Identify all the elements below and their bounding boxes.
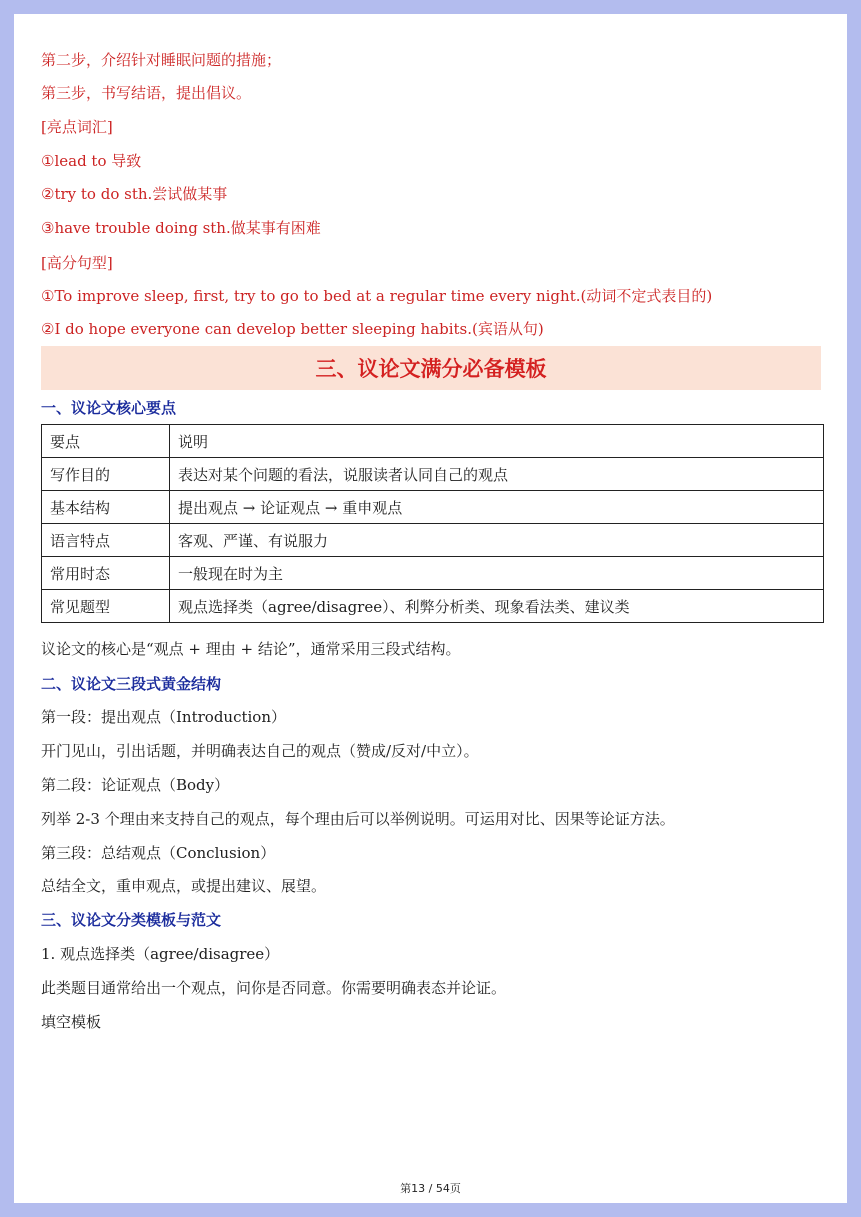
paragraph-three-title: 第三段：总结观点（Conclusion） <box>41 844 276 862</box>
table-cell: 基本结构 <box>42 491 170 524</box>
key-points-table <box>41 424 824 623</box>
sentence-label: [高分句型] <box>41 254 113 272</box>
table-cell: 说明 <box>170 425 824 458</box>
table-cell: 客观、严谨、有说服力 <box>170 524 824 557</box>
paragraph-one-title: 第一段：提出观点（Introduction） <box>41 708 286 726</box>
table-row <box>42 590 824 623</box>
vocab-label: [亮点词汇] <box>41 118 113 136</box>
table-cell: 一般现在时为主 <box>170 557 824 590</box>
paragraph-two-desc: 列举 2-3 个理由来支持自己的观点，每个理由后可以举例说明。可运用对比、因果等论证方法。 <box>41 810 675 828</box>
paragraph-one-desc: 开门见山，引出话题，并明确表达自己的观点（赞成/反对/中立）。 <box>41 742 479 760</box>
table-row <box>42 557 824 590</box>
table-row <box>42 524 824 557</box>
table-cell: 观点选择类（agree/disagree）、利弊分析类、现象看法类、建议类 <box>170 590 824 623</box>
table-cell: 写作目的 <box>42 458 170 491</box>
document-page <box>14 14 847 1203</box>
sentence-item-2: ②I do hope everyone can develop better sleeping habits.(宾语从句) <box>41 320 544 338</box>
fill-template-label: 填空模板 <box>41 1013 102 1031</box>
step-three-text: 第三步，书写结语，提出倡议。 <box>41 84 252 102</box>
sentence-item-1: ①To improve sleep, first, try to go to bed at a regular time every night.(动词不定式表目的) <box>41 287 713 305</box>
vocab-item-1: ①lead to 导致 <box>41 152 142 170</box>
section-banner <box>41 346 821 390</box>
table-cell: 常用时态 <box>42 557 170 590</box>
category-one-title: 1. 观点选择类（agree/disagree） <box>41 945 280 963</box>
section3-heading: 三、议论文分类模板与范文 <box>41 911 222 929</box>
core-note: 议论文的核心是“观点 + 理由 + 结论”，通常采用三段式结构。 <box>41 640 461 658</box>
table-cell: 表达对某个问题的看法，说服读者认同自己的观点 <box>170 458 824 491</box>
category-one-desc: 此类题目通常给出一个观点，问你是否同意。你需要明确表态并论证。 <box>41 979 507 997</box>
table-cell: 提出观点 → 论证观点 → 重申观点 <box>170 491 824 524</box>
vocab-item-3: ③have trouble doing sth.做某事有困难 <box>41 219 321 237</box>
section2-heading: 二、议论文三段式黄金结构 <box>41 675 222 693</box>
banner-title: 三、议论文满分必备模板 <box>315 357 547 381</box>
vocab-item-2: ②try to do sth.尝试做某事 <box>41 185 228 203</box>
step-two-text: 第二步，介绍针对睡眠问题的措施； <box>41 51 282 69</box>
paragraph-three-desc: 总结全文，重申观点，或提出建议、展望。 <box>41 877 327 895</box>
table-row <box>42 425 824 458</box>
table-cell: 要点 <box>42 425 170 458</box>
page-number: 第13 / 54页 <box>400 1182 461 1195</box>
table-cell: 常见题型 <box>42 590 170 623</box>
table-cell: 语言特点 <box>42 524 170 557</box>
table-row <box>42 458 824 491</box>
paragraph-two-title: 第二段：论证观点（Body） <box>41 776 230 794</box>
section1-heading: 一、议论文核心要点 <box>41 399 177 417</box>
table-row <box>42 491 824 524</box>
